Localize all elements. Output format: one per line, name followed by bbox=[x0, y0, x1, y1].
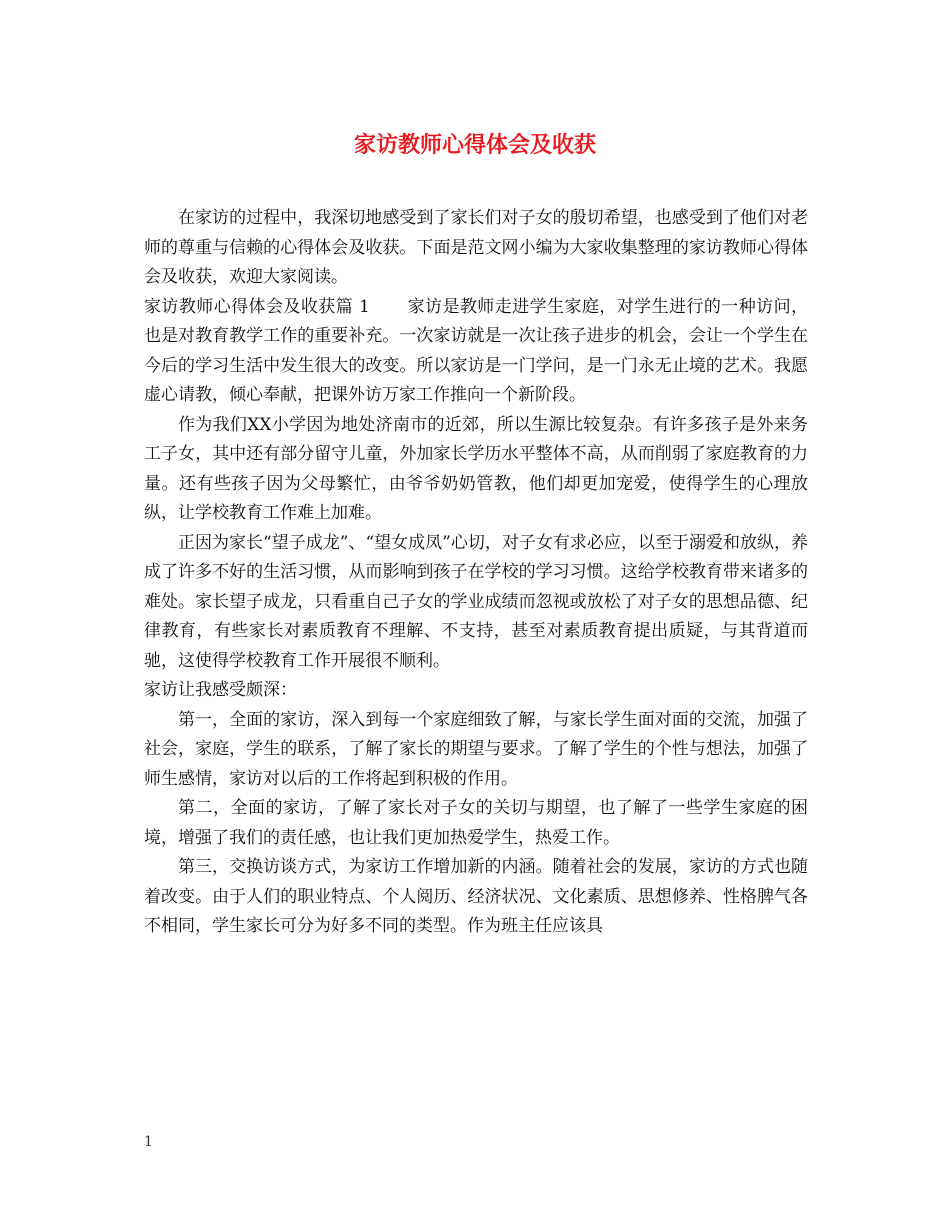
point-first: 第一，全面的家访，深入到每一个家庭细致了解，与家长学生面对面的交流，加强了社会，家庭，学生的联系，了解了家长的期望与要求。了解了学生的个性与想法，加强了师生感情，家访对以后的工作将起到积极的作用。 bbox=[144, 709, 808, 789]
section-heading: 家访教师心得体会及收获篇 1 bbox=[144, 296, 370, 317]
section-paragraph bbox=[144, 293, 808, 411]
section-first-text: 家访是教师走进学生家庭，对学生进行的一种访问，也是对教育教学工作的重要补充。一次家访就是一次让孩子进步的机会，会让一个学生在今后的学习生活中发生很大的改变。所以家访是一门学问，是一门永无止境的艺术。我愿虚心请教，倾心奉献，把课外访万家工作推向一个新阶段。 bbox=[144, 296, 808, 405]
feeling-line: 家访让我感受颇深： bbox=[144, 680, 297, 700]
page-number: 1 bbox=[144, 1134, 153, 1150]
paragraph-parents: 正因为家长“望子成龙”、“望女成凤”心切，对子女有求必应，以至于溺爱和放纵，养成了许多不好的生活习惯，从而影响到孩子在学校的学习习惯。这给学校教育带来诸多的难处。家长望子成龙，只看重自己子女的学业成绩而忽视或放松了对子女的思想品德、纪律教育，有些家长对素质教育不理解、不支持，甚至对素质教育提出质疑，与其背道而驰，这使得学校教育工作开展很不顺利。 bbox=[144, 532, 808, 671]
point-second: 第二，全面的家访，了解了家长对子女的关切与期望，也了解了一些学生家庭的困境，增强了我们的责任感，也让我们更加热爱学生，热爱工作。 bbox=[144, 798, 808, 848]
intro-paragraph: 在家访的过程中，我深切地感受到了家长们对子女的殷切希望，也感受到了他们对老师的尊重与信赖的心得体会及收获。下面是范文网小编为大家收集整理的家访教师心得体会及收获，欢迎大家阅读。 bbox=[144, 208, 808, 287]
point-third: 第三，交换访谈方式，为家访工作增加新的内涵。随着社会的发展，家访的方式也随着改变。由于人们的职业特点、个人阅历、经济状况、文化素质、思想修养、性格脾气各不相同，学生家长可分为好多不同的类型。作为班主任应该具 bbox=[144, 857, 808, 936]
paragraph-location: 作为我们XX小学因为地处济南市的近郊，所以生源比较复杂。有许多孩子是外来务工子女，其中还有部分留守儿童，外加家长学历水平整体不高，从而削弱了家庭教育的力量。还有些孩子因为父母繁忙，由爷爷奶奶管教，他们却更加宠爱，使得学生的心理放纵，让学校教育工作难上加难。 bbox=[144, 414, 808, 523]
document-body bbox=[144, 204, 808, 942]
document-title: 家访教师心得体会及收获 bbox=[353, 132, 596, 158]
